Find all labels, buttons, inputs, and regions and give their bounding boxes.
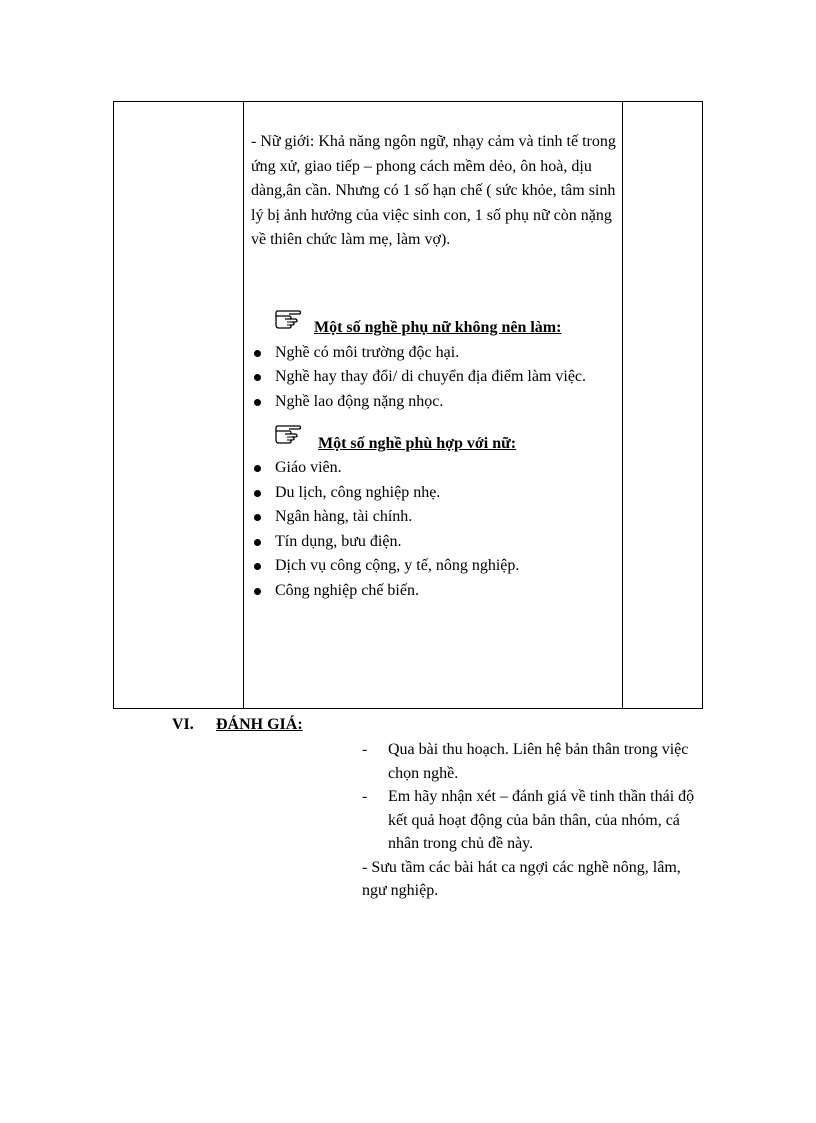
section-number: VI. bbox=[172, 716, 194, 733]
evaluation-item bbox=[362, 785, 707, 856]
heading-suitable bbox=[251, 430, 616, 456]
suitable-list bbox=[251, 456, 616, 603]
not-suitable-list bbox=[251, 341, 616, 415]
column-divider-left bbox=[243, 102, 244, 708]
list-item: Công nghiệp chế biến. bbox=[251, 579, 616, 604]
list-item: Giáo viên. bbox=[251, 456, 616, 481]
content-table bbox=[113, 101, 703, 709]
evaluation-item-text: Em hãy nhận xét – đánh giá về tinh thần thái độ kết quả hoạt động của bản thân, của nhóm, cá nhân trong chủ đề này. bbox=[388, 788, 695, 852]
evaluation-extra: - Sưu tầm các bài hát ca ngợi các nghề nông, lâm, ngư nghiệp. bbox=[362, 858, 681, 899]
list-item: Nghề có môi trường độc hại. bbox=[251, 341, 616, 366]
list-item: Du lịch, công nghiệp nhẹ. bbox=[251, 481, 616, 506]
pointing-hand-icon bbox=[275, 424, 301, 444]
table-content-cell bbox=[251, 130, 616, 603]
evaluation-item-text: Qua bài thu hoạch. Liên hệ bản thân trong việc chọn nghề. bbox=[388, 741, 689, 782]
list-item: Nghề lao động nặng nhọc. bbox=[251, 390, 616, 415]
evaluation-item bbox=[362, 738, 707, 785]
list-item: Nghề hay thay đổi/ di chuyển địa điểm làm việc. bbox=[251, 365, 616, 390]
evaluation-block bbox=[362, 738, 707, 903]
dash-marker: - bbox=[362, 788, 368, 805]
column-divider-right bbox=[622, 102, 623, 708]
dash-marker: - bbox=[362, 741, 368, 758]
intro-paragraph: - Nữ giới: Khả năng ngôn ngữ, nhạy cảm và tinh tế trong ứng xử, giao tiếp – phong cách mềm dẻo, ôn hoà, dịu dàng,ân cần. Nhưng có 1 số hạn chế ( sức khỏe, tâm sinh lý bị ảnh hưởng của việc sinh con, 1 số phụ nữ còn nặng về thiên chức làm mẹ, làm vợ). bbox=[251, 133, 616, 248]
list-item: Tín dụng, bưu điện. bbox=[251, 530, 616, 555]
list-item: Dịch vụ công cộng, y tế, nông nghiệp. bbox=[251, 554, 616, 579]
pointing-hand-icon bbox=[275, 309, 301, 329]
heading-suitable-text: Một số nghề phù hợp với nữ: bbox=[318, 435, 517, 452]
heading-not-suitable-text: Một số nghề phụ nữ không nên làm: bbox=[314, 318, 562, 336]
section-title: ĐÁNH GIÁ: bbox=[216, 716, 303, 733]
heading-not-suitable bbox=[251, 315, 616, 341]
list-item: Ngân hàng, tài chính. bbox=[251, 505, 616, 530]
